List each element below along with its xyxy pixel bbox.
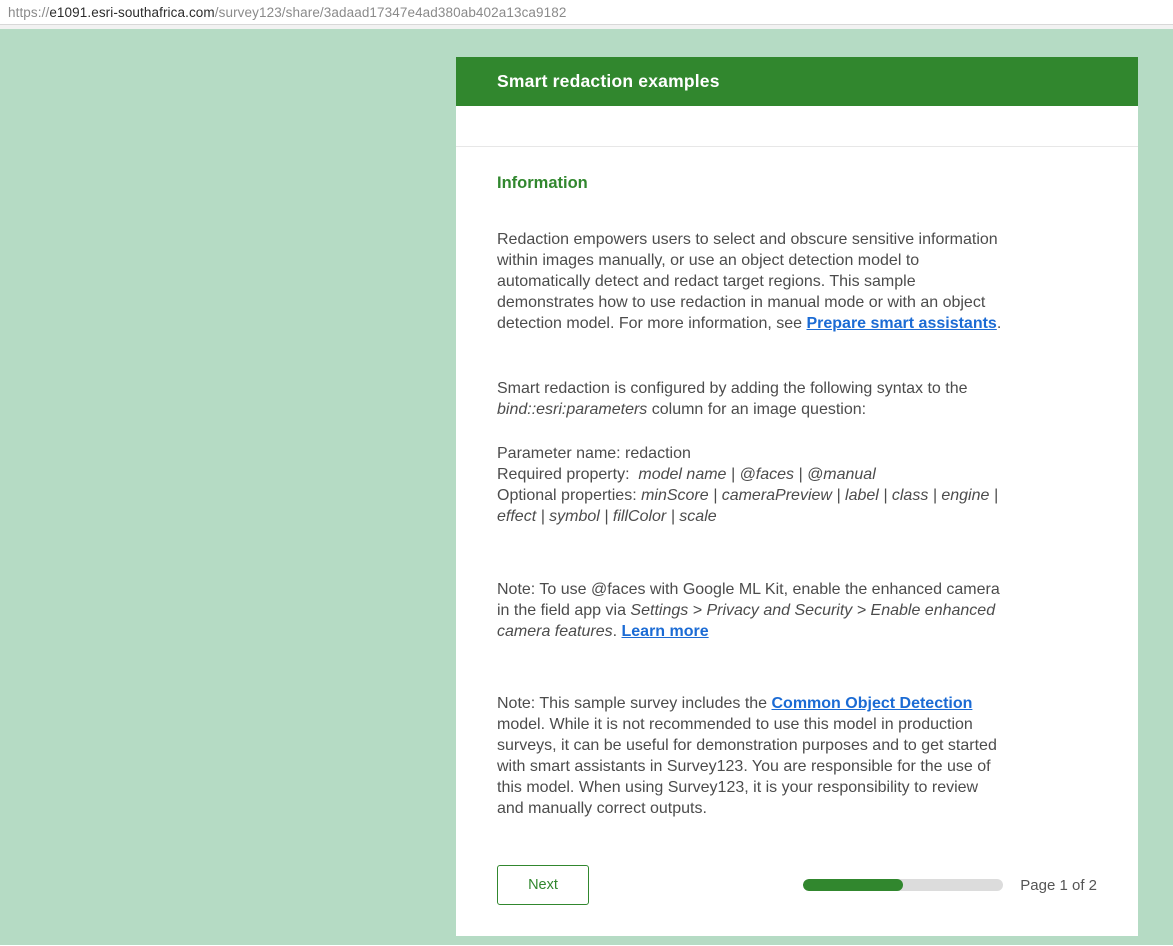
url-scheme: https:// <box>8 4 50 20</box>
paragraph <box>497 378 1097 420</box>
paragraph-line <box>497 292 1097 313</box>
paragraph-line <box>497 735 1097 756</box>
paragraph-line <box>497 443 1097 464</box>
body-text: demonstrates how to use redaction in manual mode or with an object <box>497 294 986 311</box>
body-text: . <box>996 315 1002 332</box>
paragraph-line <box>497 777 1097 798</box>
body-text: Required property: <box>497 466 639 483</box>
paragraph-line <box>497 621 1097 642</box>
italic-text: Settings > Privacy and Security > Enable enhanced <box>630 602 996 619</box>
survey-card <box>456 57 1138 936</box>
body-text: Optional properties: <box>497 487 642 504</box>
italic-text: model name | @faces | @manual <box>638 466 876 483</box>
paragraph-line <box>497 229 1097 250</box>
paragraph-line <box>497 485 1097 506</box>
body-text: . <box>612 623 622 640</box>
body-text: column for an image question: <box>647 401 867 418</box>
paragraph-line <box>497 464 1097 485</box>
progress-bar <box>803 879 1003 891</box>
body-text: and manually correct outputs. <box>497 800 707 817</box>
paragraph-line <box>497 798 1097 819</box>
paragraph-line <box>497 693 1097 714</box>
learn-more-link[interactable]: Learn more <box>621 623 709 640</box>
body-text: Note: This sample survey includes the <box>497 695 772 712</box>
italic-text: effect | symbol | fillColor | scale <box>497 508 717 525</box>
paragraph <box>497 693 1097 819</box>
progress-bar-fill <box>803 879 903 891</box>
survey-content <box>456 147 1138 905</box>
paragraph-line <box>497 399 1097 420</box>
common-object-detection-link[interactable]: Common Object Detection <box>771 695 973 712</box>
paragraph <box>497 579 1097 642</box>
paragraph <box>497 229 1097 334</box>
body-text: within images manually, or use an object detection model to <box>497 252 920 269</box>
body-text: surveys, it can be useful for demonstration purposes and to get started <box>497 737 997 754</box>
paragraph-line <box>497 271 1097 292</box>
progress-group <box>803 877 1097 894</box>
body-text: Smart redaction is configured by adding the following syntax to the <box>497 380 968 397</box>
page-indicator: Page 1 of 2 <box>1020 876 1097 894</box>
paragraph-line <box>497 600 1097 621</box>
next-button[interactable]: Next <box>497 865 589 905</box>
prepare-smart-assistants-link[interactable]: Prepare smart assistants <box>806 315 997 332</box>
body-text: in the field app via <box>497 602 631 619</box>
paragraph-line <box>497 378 1097 399</box>
browser-url-bar[interactable] <box>0 0 1173 25</box>
body-text: model. While it is not recommended to use this model in production <box>497 716 973 733</box>
section-heading: Information <box>497 174 588 192</box>
body-text: Parameter name: redaction <box>497 445 691 462</box>
survey-paragraphs <box>497 229 1097 819</box>
paragraph <box>497 443 1097 527</box>
body-text: Redaction empowers users to select and obscure sensitive information <box>497 231 998 248</box>
body-text: detection model. For more information, see <box>497 315 807 332</box>
survey-header-banner <box>456 57 1138 106</box>
body-text: this model. When using Survey123, it is your responsibility to review <box>497 779 979 796</box>
body-text: automatically detect and redact target regions. This sample <box>497 273 916 290</box>
body-text: Note: To use @faces with Google ML Kit, enable the enhanced camera <box>497 581 1000 598</box>
body-text: with smart assistants in Survey123. You are responsible for the use of <box>497 758 991 775</box>
url-path: /survey123/share/3adaad17347e4ad380ab402a13ca9182 <box>214 4 567 20</box>
paragraph-line <box>497 756 1097 777</box>
paragraph-line <box>497 579 1097 600</box>
survey-title: Smart redaction examples <box>497 71 720 91</box>
italic-text: bind::esri:parameters <box>497 401 648 418</box>
italic-text: minScore | cameraPreview | label | class | engine | <box>641 487 999 504</box>
survey-page-background <box>0 29 1173 945</box>
paragraph-line <box>497 313 1097 334</box>
paragraph-line <box>497 250 1097 271</box>
survey-footer <box>497 865 1097 905</box>
url-domain: e1091.esri-southafrica.com <box>49 4 215 20</box>
paragraph-line <box>497 714 1097 735</box>
italic-text: camera features <box>497 623 613 640</box>
paragraph-line <box>497 506 1097 527</box>
survey-subheader-strip <box>456 106 1138 147</box>
